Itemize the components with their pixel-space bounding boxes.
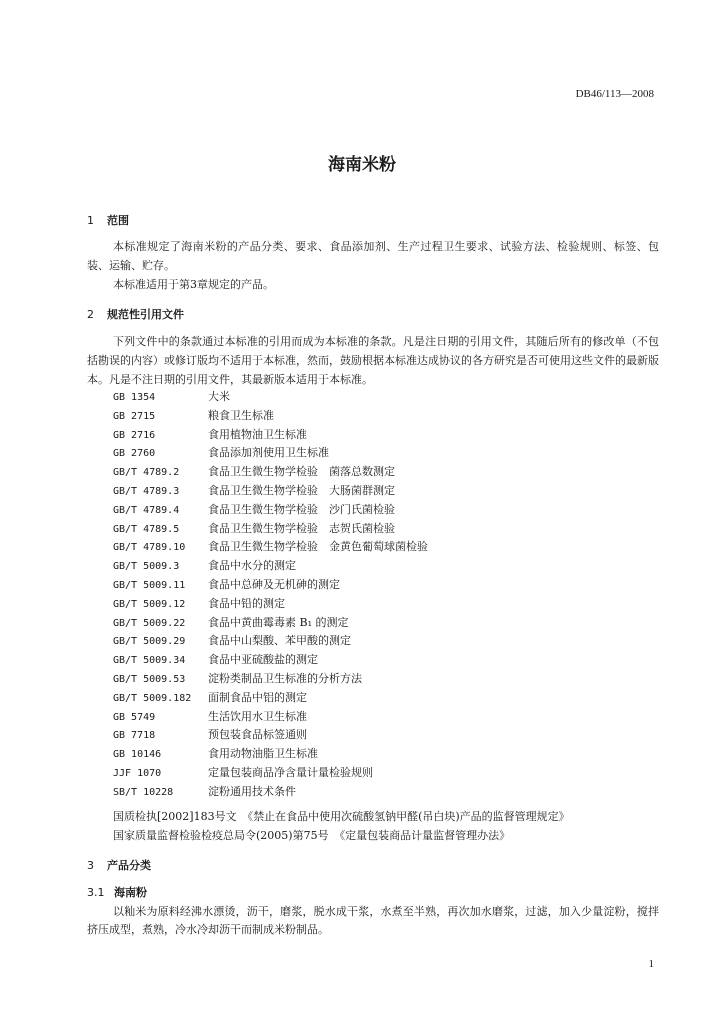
reference-code: GB/T 5009.3 [113,561,180,573]
section-number: 3 [87,859,94,872]
reference-name: 食品中黄曲霉毒素 B₁ 的测定 [208,615,349,629]
reference-item [113,463,428,482]
reference-code: GB/T 4789.10 [113,542,186,554]
reference-item [113,595,428,614]
reference-name: 生活饮用水卫生标准 [208,709,307,723]
reference-item [113,614,428,633]
reference-code: GB/T 4789.5 [113,523,180,535]
reference-code: GB/T 5009.11 [113,579,186,591]
reference-name: 预包装食品标签通则 [208,728,307,742]
reference-item [113,764,428,783]
reference-item [113,670,428,689]
regulation-item: 国质检执[2002]183号文 《禁止在食品中使用次硫酸氢钠甲醛(吊白块)产品的监督管理规定》 [113,810,570,823]
reference-name: 食品卫生微生物学检验 金黄色葡萄球菌检验 [208,540,428,554]
reference-name: 食品中铅的测定 [208,596,285,610]
reference-name: 食品中山梨酸、苯甲酸的测定 [208,634,351,648]
reference-item [113,576,428,595]
reference-item [113,651,428,670]
section-1-heading [87,212,129,228]
reference-item [113,482,428,501]
reference-name: 食品中总砷及无机砷的测定 [208,577,340,591]
reference-item [113,388,428,407]
reference-item [113,745,428,764]
subsection-3-1-heading [87,884,147,900]
section-number: 2 [87,308,94,321]
reference-code: GB 10146 [113,749,162,761]
reference-code: GB 2715 [113,410,156,422]
reference-name: 食品卫生微生物学检验 大肠菌群测定 [208,483,395,497]
classification-paragraph: 以籼米为原料经沸水漂烫，沥干，磨浆，脱水成干浆，水煮至半熟，再次加水磨浆，过滤，加入少量淀粉，搅拌挤压成型，煮熟，冷水冷却沥干而制成米粉制品。 [87,905,659,936]
reference-item [113,501,428,520]
reference-name: 大米 [208,390,230,403]
reference-code: GB/T 5009.182 [113,692,192,704]
standard-code: DB46/113—2008 [575,88,654,100]
section-title: 产品分类 [107,859,151,872]
reference-code: GB/T 5009.22 [113,617,186,629]
reference-name: 食用动物油脂卫生标准 [208,747,318,761]
reference-code: GB/T 5009.34 [113,655,186,667]
section-2-heading [87,306,184,322]
reference-item [113,726,428,745]
reference-list [113,388,428,802]
reference-item [113,689,428,708]
reference-code: GB/T 5009.29 [113,636,186,648]
reference-code: JJF 1070 [113,767,162,779]
reference-code: GB 7718 [113,730,156,742]
reference-name: 食品中亚硫酸盐的测定 [208,653,318,667]
reference-code: GB 2716 [113,429,156,441]
subsection-title: 海南粉 [114,886,147,899]
section-title: 规范性引用文件 [107,308,184,321]
reference-name: 面制食品中铝的测定 [208,690,307,704]
reference-code: GB/T 4789.4 [113,504,180,516]
scope-paragraph: 本标准规定了海南米粉的产品分类、要求、食品添加剂、生产过程卫生要求、试验方法、检验规则、标签、包装、运输、贮存。 [87,240,659,272]
subsection-number: 3.1 [87,886,105,899]
reference-code: GB/T 5009.12 [113,598,186,610]
reference-item [113,557,428,576]
reference-code: GB 5749 [113,711,156,723]
reference-name: 食品中水分的测定 [208,559,296,573]
reference-item [113,708,428,727]
reference-name: 淀粉通用技术条件 [208,784,296,798]
reference-item [113,426,428,445]
section-3-heading [87,857,151,873]
page-number: 1 [648,958,654,970]
reference-item [113,407,428,426]
section-title: 范围 [107,214,129,227]
regulation-item: 国家质量监督检验检疫总局令(2005)第75号 《定量包装商品计量监督管理办法》 [113,829,511,842]
reference-code: GB 1354 [113,392,156,403]
reference-item [113,783,428,802]
reference-item [113,520,428,539]
references-intro: 下列文件中的条款通过本标准的引用而成为本标准的条款。凡是注日期的引用文件，其随后所有的修改单（不包括勘误的内容）或修订版均不适用于本标准，然而，鼓励根据本标准达成协议的各方研究是否可使用这些文件的最新版本。凡是不注日期的引用文件，其最新版本适用于本标准。 [87,335,659,386]
reference-item [113,538,428,557]
reference-name: 粮食卫生标准 [208,408,274,422]
reference-name: 食品添加剂使用卫生标准 [208,446,329,460]
reference-item [113,632,428,651]
reference-name: 定量包装商品净含量计量检验规则 [208,765,373,779]
reference-code: GB 2760 [113,448,156,460]
reference-name: 食用植物油卫生标准 [208,427,307,441]
scope-paragraph: 本标准适用于第3章规定的产品。 [113,278,274,291]
reference-item [113,444,428,463]
reference-code: GB/T 5009.53 [113,673,186,685]
reference-name: 食品卫生微生物学检验 菌落总数测定 [208,465,395,479]
reference-code: GB/T 4789.2 [113,467,180,479]
reference-name: 食品卫生微生物学检验 沙门氏菌检验 [208,502,395,516]
section-number: 1 [87,214,94,227]
reference-code: SB/T 10228 [113,786,174,798]
document-title: 海南米粉 [328,155,396,175]
reference-name: 食品卫生微生物学检验 志贺氏菌检验 [208,521,395,535]
reference-name: 淀粉类制品卫生标准的分析方法 [208,671,362,685]
reference-code: GB/T 4789.3 [113,485,180,497]
